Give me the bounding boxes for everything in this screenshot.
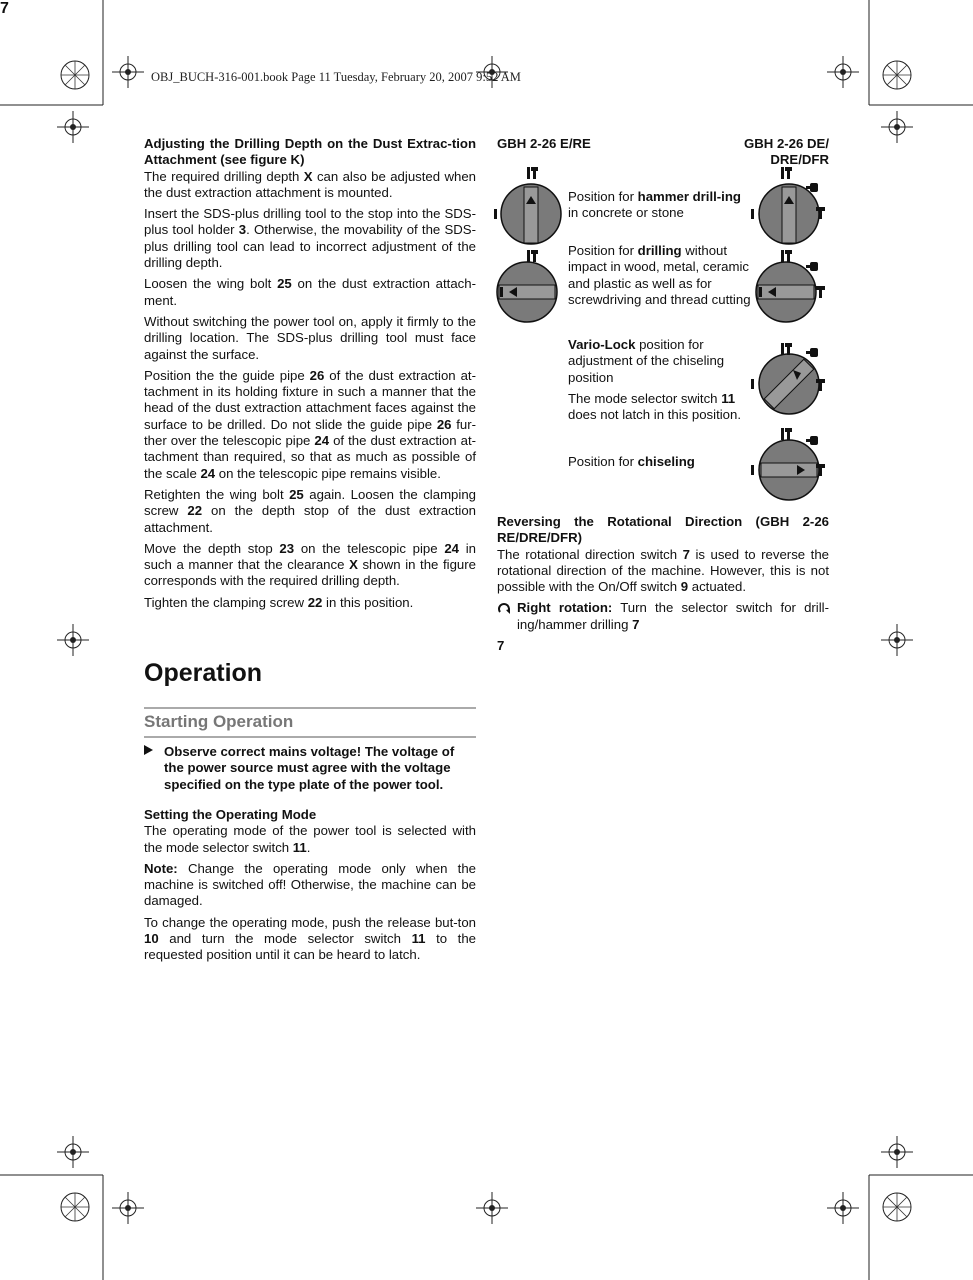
right-rotation-item: Right rotation: Turn the selector switch for drill-ing/hammer drilling 7 bbox=[497, 600, 829, 633]
book-header: OBJ_BUCH-316-001.book Page 11 Tuesday, February 20, 2007 9:52 AM bbox=[151, 70, 521, 84]
voltage-warning: Observe correct mains voltage! The voltage of the power source must agree with the voltage specified on the type plate of the power tool. bbox=[144, 744, 476, 793]
drilling-mode-text: Position for drilling without impact in wood, metal, ceramic and plastic as well as for screwdriving and thread cutting bbox=[568, 243, 751, 307]
paragraph: The rotational direction switch 7 is used to reverse the rotational direction of the machine. However, this is not possible with the On/Off switch 9 actuated. bbox=[497, 546, 829, 595]
operating-mode-heading: Setting the Operating Mode bbox=[144, 807, 317, 822]
paragraph: Retighten the wing bolt 25 again. Loosen the clamping screw 22 on the depth stop of the dust extraction attachment. bbox=[144, 486, 476, 535]
rotate-right-icon bbox=[497, 601, 511, 615]
paragraph: To change the operating mode, push the release but-ton 10 and turn the mode selector switch 11 to the requested position until it can be heard to latch. bbox=[144, 914, 476, 963]
paragraph: Loosen the wing bolt 25 on the dust extraction attach-ment. bbox=[144, 276, 476, 308]
dial-drill-left bbox=[497, 250, 557, 322]
dial-chisel bbox=[751, 428, 825, 500]
paragraph: Insert the SDS-plus drilling tool to the stop into the SDS-plus tool holder 3. Otherwise, the movability of the SDS-plus drilling tool can lead to incorrect adjustment of the drilling depth. bbox=[144, 206, 476, 271]
dial-vario-lock bbox=[751, 343, 825, 414]
paragraph: Note: Change the operating mode only when the machine is switched off! Otherwise, the machine can be damaged. bbox=[144, 860, 476, 909]
dial-drill-right bbox=[756, 250, 825, 322]
model-label-right: GBH 2-26 DE/ DRE/DFR bbox=[743, 136, 829, 167]
paragraph: The operating mode of the power tool is selected with the mode selector switch 11. bbox=[144, 823, 476, 855]
vario-lock-text: Vario-Lock position for adjustment of the chiseling position bbox=[568, 337, 725, 385]
paragraph: Tighten the clamping screw 22 in this position. bbox=[144, 594, 414, 610]
starting-operation-heading: Starting Operation bbox=[144, 712, 294, 731]
chisel-mode-text: Position for chiseling bbox=[568, 454, 695, 469]
paragraph: Without switching the power tool on, apply it firmly to the drilling location. The SDS-plus drilling tool must face against the surface. bbox=[144, 313, 476, 362]
right-column: Reversing the Rotational Direction (GBH 2-26 RE/DRE/DFR) The rotational direction switch 7 is used to reverse the rotational direction of the machine. However, this is not possible with the On/Off switch 9 actuated. Right rotation: Turn the selector switch for drill-ing/hammer drilling 7 7 bbox=[497, 514, 829, 654]
model-label-left: GBH 2-26 E/RE bbox=[497, 136, 591, 151]
reversing-heading: Reversing the Rotational Direction (GBH 2-26 RE/DRE/DFR) bbox=[497, 514, 829, 546]
paragraph: Position the the guide pipe 26 of the dust extraction at-tachment in its holding fixture in such a manner that the head of the dust extraction attachment faces against the surface to be drilled. Do not slide the guide pipe 26 fur-ther over the telescopic pipe 24 of the dust extraction at-tachment than required, so that as much as possible of the scale 24 on the telescopic pipe remains visible. bbox=[144, 367, 477, 481]
dial-hammer-left bbox=[494, 167, 561, 244]
paragraph: The required drilling depth X can also be adjusted when the dust extraction attachment is mounted. bbox=[144, 168, 476, 200]
paragraph: Move the depth stop 23 on the telescopic pipe 24 in such a manner that the clearance X shown in the figure corresponds with the required drilling depth. bbox=[144, 540, 476, 589]
vario-lock-note: The mode selector switch 11 does not latch in this position. bbox=[568, 391, 742, 423]
hammer-mode-text: Position for hammer drill-ing in concrete or stone bbox=[568, 189, 741, 221]
drilling-depth-heading: Adjusting the Drilling Depth on the Dust Extrac-tion Attachment (see figure K) bbox=[144, 136, 476, 168]
operation-heading: Operation bbox=[144, 659, 263, 687]
dial-hammer-right bbox=[751, 167, 825, 244]
